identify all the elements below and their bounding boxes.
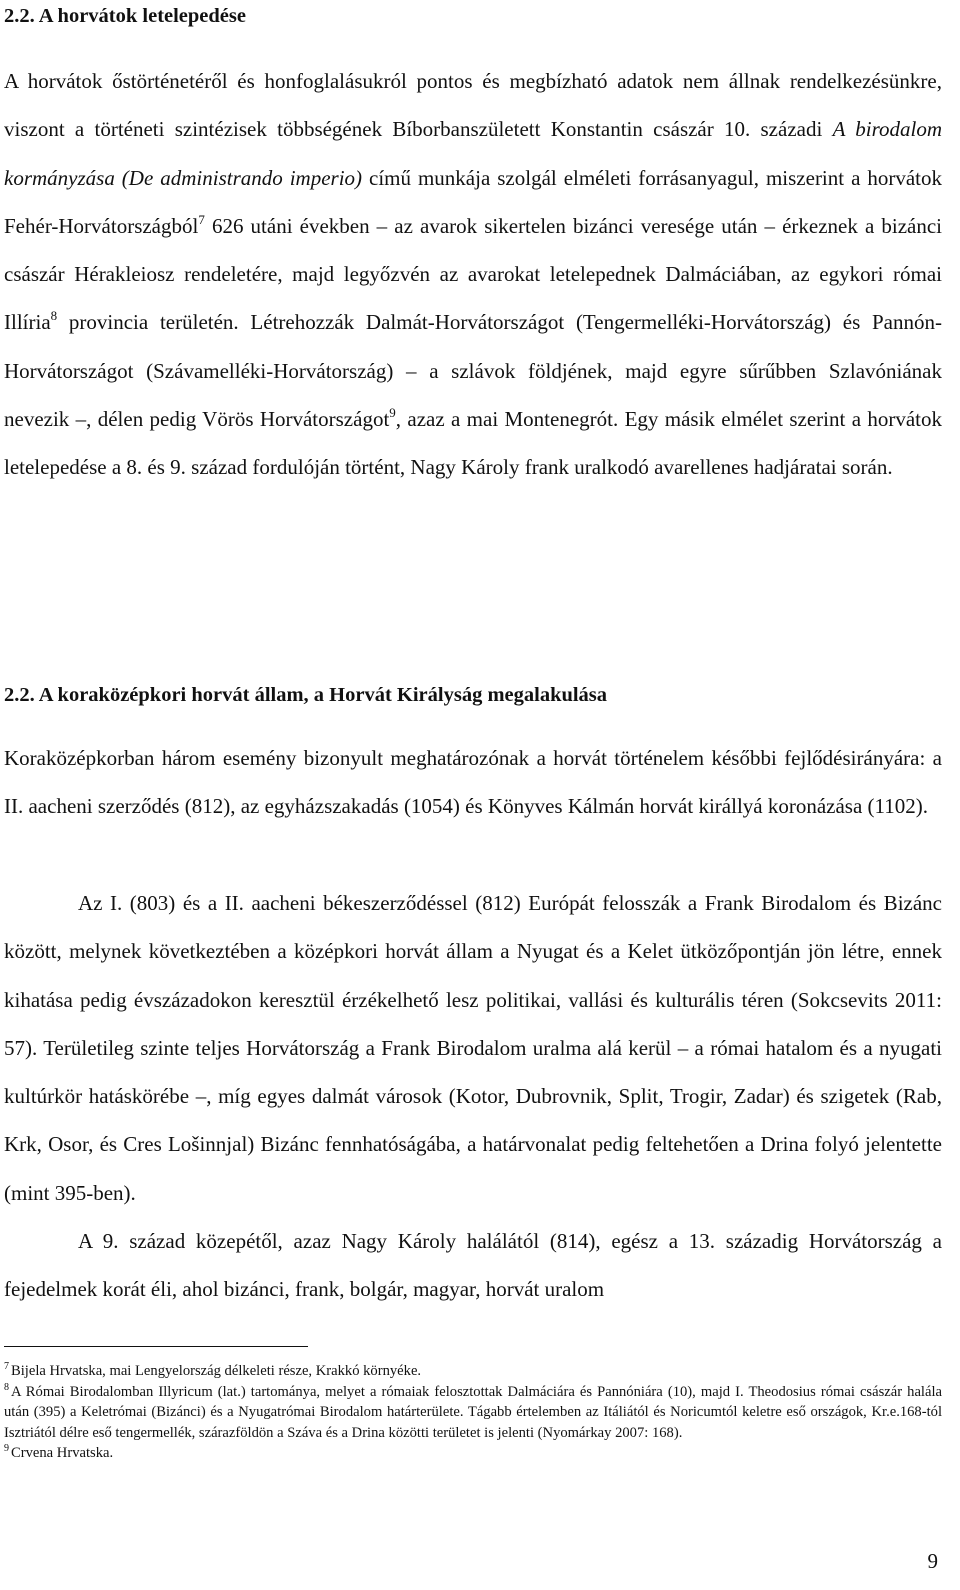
italic-work-title: A birodalom kormányzása (De administrando imperio)	[4, 117, 942, 190]
section-heading-early-medieval-state: 2.2. A koraközépkori horvát állam, a Horvát Királyság megalakulása	[4, 684, 608, 706]
footnotes	[4, 1361, 942, 1464]
footnote-8	[4, 1382, 942, 1444]
paragraph-settlement	[4, 57, 942, 492]
footnote-text: Crvena Hrvatska.	[11, 1445, 114, 1461]
paragraph-three-events: Koraközépkorban három esemény bizonyult meghatározónak a horvát történelem későbbi fejlődésirányára: a II. aacheni szerződés (812), az egyházszakadás (1054) és Könyves Kálmán horvát királlyá koronázása (1102).	[4, 746, 942, 819]
section-heading-croat-settlement: 2.2. A horvátok letelepedése	[4, 5, 246, 27]
text-run: , azaz a mai Montenegrót. Egy másik elmélet szerint a horvátok letelepedése a 8. és 9. század fordulóján történt, Nagy Károly frank uralkodó avarellenes hadjáratai során.	[4, 407, 942, 480]
footnote-9	[4, 1443, 942, 1464]
footnote-text: Bijela Hrvatska, mai Lengyelország délkeleti része, Krakkó környéke.	[11, 1363, 422, 1379]
footnote-ref-7: 7	[198, 211, 205, 227]
paragraph-aachen-treaties: Az I. (803) és a II. aacheni békeszerződéssel (812) Európát felosszák a Frank Birodalom és Bizánc között, melynek következtében a középkori horvát állam a Nyugat és a Kelet ütközőpontján jön létre, ennek kihatása pedig évszázadokon keresztül érzékelhető lesz politikai, vallási és kulturális téren (Sokcsevits 2011: 57). Területileg szinte teljes Horvátország a Frank Birodalom uralma alá kerül – a római hatalom és a nyugati kultúrkör hatáskörébe –, míg egyes dalmát városok (Kotor, Dubrovnik, Split, Trogir, Zadar) és szigetek (Rab, Krk, Osor, és Cres Lošinnjal) Bizánc fennhatóságába, a határvonalat pedig feltehetően a Drina folyó jelentette (mint 395-ben).	[4, 891, 942, 1205]
footnote-ref-9: 9	[389, 405, 396, 421]
footnote-number: 9	[4, 1443, 9, 1454]
footnote-ref-8: 8	[50, 308, 58, 324]
footnote-text: A Római Birodalomban Illyricum (lat.) tartománya, melyet a rómaiak felosztottak Dalmáciára és Pannóniára (10), majd I. Theodosius római császár halála után (395) a Keletrómai (Bizánci) és a Nyugatrómai Birodalom határterülete. Tágabb értelemben az Itáliától és Noricumtól keletre eső országok, Kr.e.168-tól Isztriától délre eső tengermellék, szárazföldön a Száva és a Drina közötti területet is jelenti (Nyomárkay 2007: 168).	[4, 1383, 942, 1441]
footnote-number: 7	[4, 1361, 9, 1372]
text-run: 626 utáni években – az avarok sikertelen bizánci veresége után – érkeznek a bizánci császár Hérakleiosz rendeletére, majd legyőzvén az avarokat letelepednek Dalmáciában, az egykori római Illíria	[4, 213, 942, 335]
footnote-7	[4, 1361, 942, 1382]
text-run: című munkája szolgál elméleti forrásanyagul, miszerint a horvátok Fehér-Horvátországból	[4, 165, 943, 238]
page-number: 9	[927, 1549, 938, 1573]
text-run: provincia területén. Létrehozzák Dalmát-Horvátországot (Tengermelléki-Horvátország) és Pannón-Horvátországot (Szávamelléki-Horvátország) – a szlávok földjének, majd egyre sűrűbben Szlavóniának nevezik –, délen pedig Vörös Horvátországot	[4, 310, 942, 432]
paragraph-ninth-century: A 9. század közepétől, azaz Nagy Károly halálától (814), egész a 13. századig Horvátország a fejedelmek korát éli, ahol bizánci, frank, bolgár, magyar, horvát uralom	[4, 1229, 942, 1302]
footnote-separator	[4, 1346, 308, 1347]
text-run: A horvátok őstörténetéről és honfoglalásukról pontos és megbízható adatok nem állnak rendelkezésünkre, viszont a történeti szintézisek többségének Bíborbanszületett Konstantin császár 10. századi	[4, 69, 942, 142]
footnote-number: 8	[4, 1381, 9, 1393]
